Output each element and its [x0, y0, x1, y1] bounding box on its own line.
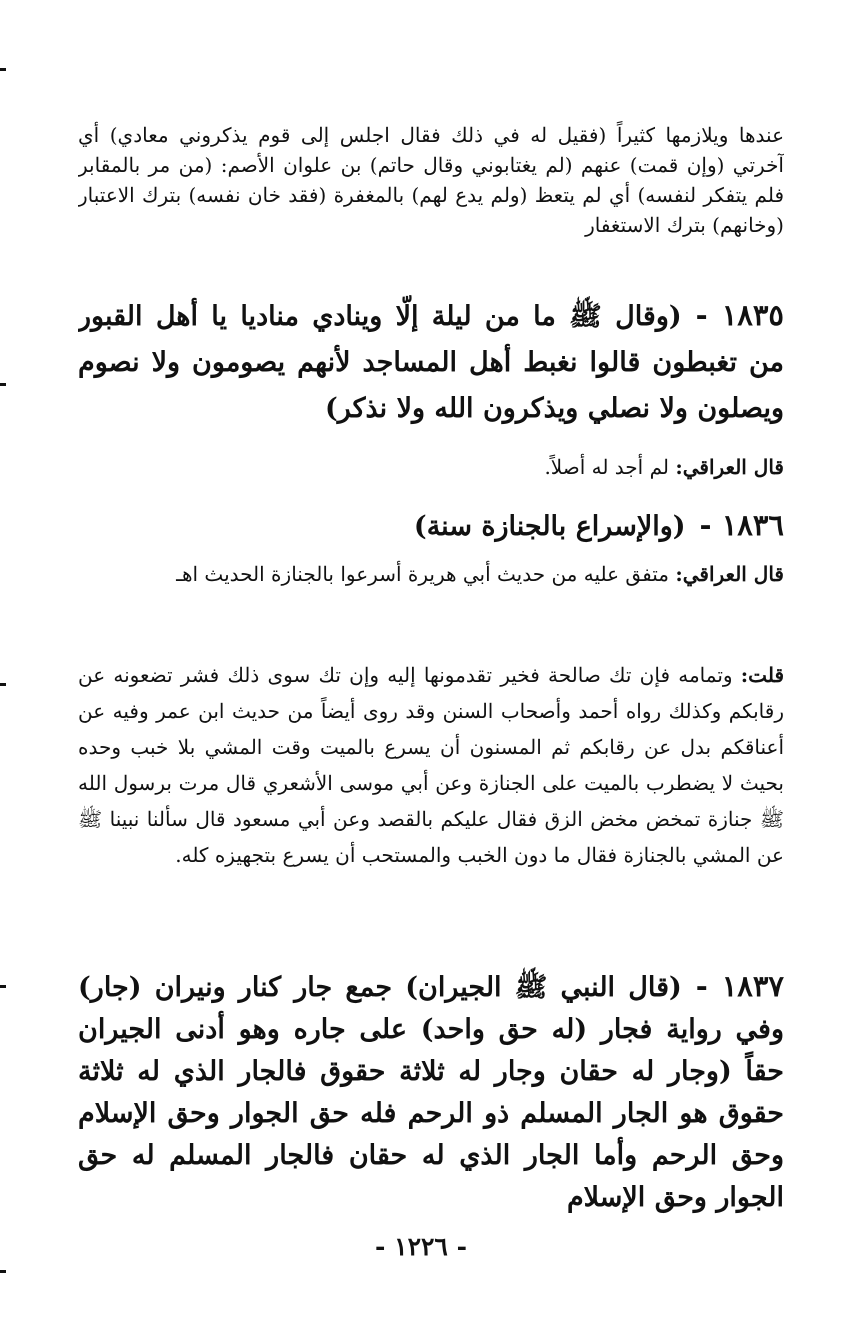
iraqi-comment-1836	[78, 555, 784, 645]
margin-tick-mark	[0, 1270, 6, 1273]
iraqi-label: قال العراقي:	[675, 562, 784, 586]
hadith-1835-paragraph	[78, 292, 784, 434]
author-note-paragraph	[78, 657, 784, 947]
margin-tick-mark	[0, 68, 6, 71]
hadith-number-1836: ١٨٣٦ -	[699, 508, 784, 542]
hadith-1837-paragraph	[78, 965, 784, 1220]
iraqi-label: قال العراقي:	[675, 455, 784, 479]
iraqi-comment-1836-text: متفق عليه من حديث أبي هريرة أسرعوا بالجنازة الحديث اهـ	[176, 562, 669, 586]
author-note-text: وتمامه فإن تك صالحة فخير تقدمونها إليه وإن تك سوى ذلك فشر تضعونه عن رقابكم وكذلك رواه أحمد وأصحاب السنن وقد روى أيضاً من حديث ابن عمر وفيه عن أعناقكم بدل عن رقابكم ثم المسنون أن يسرع بالميت وقت المشي بلا خبب وحده بحيث لا يضطرب بالميت على الجنازة وعن أبي موسى الأشعري قال مرت برسول الله ﷺ جنازة تمخض مخض الزق فقال عليكم بالقصد وعن أبي مسعود قال سألنا نبينا ﷺ عن المشي بالجنازة فقال ما دون الخبب والمستحب أن يسرع بتجهيزه كله.	[78, 663, 784, 867]
page-number: - ١٢٢٦ -	[375, 1232, 467, 1261]
hadith-1836-paragraph	[78, 502, 784, 548]
hadith-1837-text: (قال النبي ﷺ الجيران) جمع جار كنار ونيران (جار) وفي رواية فجار (له حق واحد) على جاره وهو أدنى الجيران حقاً (وجار له حقان وجار له ثلاثة حقوق فالجار الذي له ثلاثة حقوق هو الجار المسلم ذو الرحم فله حق الجوار وحق الإسلام وحق الرحم وأما الجار الذي له حقان فالجار المسلم له حق الجوار وحق الإسلام	[78, 972, 784, 1213]
iraqi-comment-1835-text: لم أجد له أصلاً.	[544, 455, 669, 479]
hadith-number-1835: ١٨٣٥ -	[695, 298, 784, 332]
author-note-label: قلت:	[740, 663, 784, 687]
hadith-1836-text: (والإسراع بالجنازة سنة)	[413, 511, 686, 542]
hadith-number-1837: ١٨٣٧ -	[695, 969, 784, 1003]
margin-tick-mark	[0, 383, 6, 386]
iraqi-comment-1835	[78, 452, 784, 486]
margin-tick-mark	[0, 985, 6, 988]
margin-tick-mark	[0, 683, 6, 686]
intro-commentary-paragraph: عندها ويلازمها كثيراً (فقيل له في ذلك فقال اجلس إلى قوم يذكروني معادي) أي آخرتي (وإن قمت) عنهم (لم يغتابوني وقال حاتم) بن علوان الأصم: (من مر بالمقابر فلم يتفكر لنفسه) أي لم يتعظ (ولم يدع لهم) بالمغفرة (فقد خان نفسه) بترك الاعتبار (وخانهم) بترك الاستغفار	[78, 123, 784, 237]
hadith-1835-text: (وقال ﷺ ما من ليلة إلّا وينادي مناديا يا أهل القبور من تغبطون قالوا نغبط أهل المساجد لأنهم يصومون ولا نصوم ويصلون ولا نصلي ويذكرون الله ولا نذكر)	[78, 301, 784, 424]
